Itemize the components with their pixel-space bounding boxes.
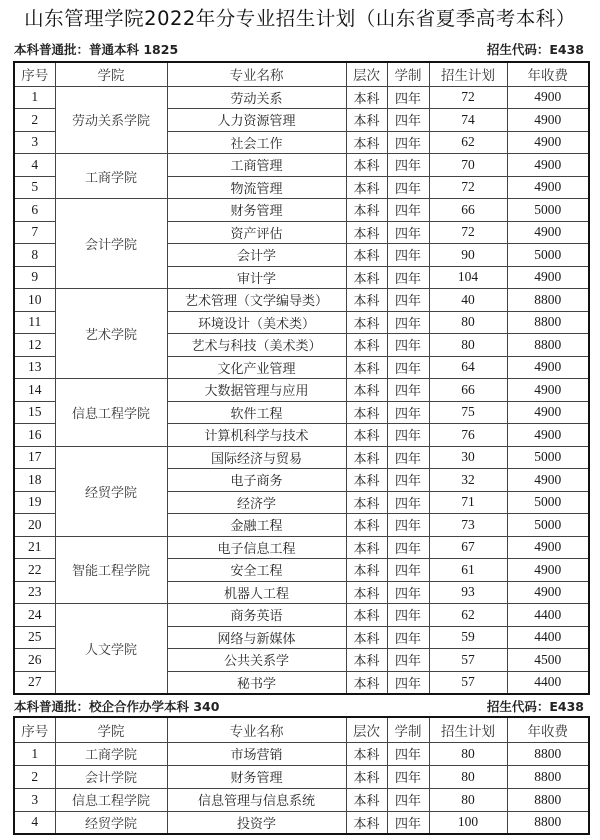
column-header: 专业名称 bbox=[167, 717, 346, 742]
column-header: 层次 bbox=[346, 62, 387, 86]
annual-fee: 4900 bbox=[507, 176, 589, 199]
enrollment-plan: 80 bbox=[429, 311, 507, 334]
annual-fee: 8800 bbox=[507, 811, 589, 834]
degree-level: 本科 bbox=[346, 401, 387, 424]
major-name: 商务英语 bbox=[167, 604, 346, 627]
enrollment-plan: 93 bbox=[429, 581, 507, 604]
row-number: 9 bbox=[14, 266, 55, 289]
enrollment-plan: 80 bbox=[429, 742, 507, 765]
major-name: 社会工作 bbox=[167, 131, 346, 154]
degree-level: 本科 bbox=[346, 334, 387, 357]
row-number: 7 bbox=[14, 221, 55, 244]
row-number: 1 bbox=[14, 86, 55, 109]
major-name: 市场营销 bbox=[167, 742, 346, 765]
program-duration: 四年 bbox=[387, 401, 429, 424]
college-name: 劳动关系学院 bbox=[55, 86, 167, 154]
table-row bbox=[14, 86, 589, 109]
degree-level: 本科 bbox=[346, 446, 387, 469]
major-name: 金融工程 bbox=[167, 514, 346, 537]
annual-fee: 8800 bbox=[507, 788, 589, 811]
annual-fee: 4900 bbox=[507, 266, 589, 289]
table-row bbox=[14, 199, 589, 222]
row-number: 21 bbox=[14, 536, 55, 559]
degree-level: 本科 bbox=[346, 424, 387, 447]
annual-fee: 4900 bbox=[507, 109, 589, 132]
major-name: 国际经济与贸易 bbox=[167, 446, 346, 469]
row-number: 8 bbox=[14, 244, 55, 267]
program-duration: 四年 bbox=[387, 446, 429, 469]
program-duration: 四年 bbox=[387, 334, 429, 357]
row-number: 16 bbox=[14, 424, 55, 447]
major-name: 电子信息工程 bbox=[167, 536, 346, 559]
row-number: 4 bbox=[14, 154, 55, 177]
enrollment-plan: 104 bbox=[429, 266, 507, 289]
program-duration: 四年 bbox=[387, 131, 429, 154]
major-name: 网络与新媒体 bbox=[167, 626, 346, 649]
program-duration: 四年 bbox=[387, 491, 429, 514]
section2-code: 招生代码：E438 bbox=[486, 699, 584, 714]
degree-level: 本科 bbox=[346, 742, 387, 765]
program-duration: 四年 bbox=[387, 154, 429, 177]
major-name: 计算机科学与技术 bbox=[167, 424, 346, 447]
enrollment-plan: 67 bbox=[429, 536, 507, 559]
major-name: 财务管理 bbox=[167, 199, 346, 222]
program-duration: 四年 bbox=[387, 266, 429, 289]
table-row bbox=[14, 742, 589, 765]
degree-level: 本科 bbox=[346, 154, 387, 177]
major-name: 公共关系学 bbox=[167, 649, 346, 672]
section2-label: 本科普通批：校企合作办学本科 340 bbox=[14, 699, 220, 714]
enrollment-plan: 75 bbox=[429, 401, 507, 424]
degree-level: 本科 bbox=[346, 649, 387, 672]
enrollment-plan: 90 bbox=[429, 244, 507, 267]
row-number: 17 bbox=[14, 446, 55, 469]
table-row bbox=[14, 536, 589, 559]
enrollment-plan: 100 bbox=[429, 811, 507, 834]
program-duration: 四年 bbox=[387, 176, 429, 199]
column-header: 年收费 bbox=[507, 717, 589, 742]
program-duration: 四年 bbox=[387, 109, 429, 132]
annual-fee: 8800 bbox=[507, 334, 589, 357]
row-number: 5 bbox=[14, 176, 55, 199]
degree-level: 本科 bbox=[346, 199, 387, 222]
program-duration: 四年 bbox=[387, 514, 429, 537]
major-name: 秘书学 bbox=[167, 671, 346, 694]
row-number: 20 bbox=[14, 514, 55, 537]
major-name: 艺术管理（文学编导类） bbox=[167, 289, 346, 312]
annual-fee: 5000 bbox=[507, 446, 589, 469]
program-duration: 四年 bbox=[387, 604, 429, 627]
enrollment-plan: 72 bbox=[429, 176, 507, 199]
section1-heading bbox=[14, 40, 588, 58]
column-header: 专业名称 bbox=[167, 62, 346, 86]
college-name: 经贸学院 bbox=[55, 811, 167, 834]
major-name: 经济学 bbox=[167, 491, 346, 514]
annual-fee: 4900 bbox=[507, 131, 589, 154]
major-name: 电子商务 bbox=[167, 469, 346, 492]
row-number: 23 bbox=[14, 581, 55, 604]
table-header-row bbox=[14, 62, 589, 86]
enrollment-plan: 80 bbox=[429, 334, 507, 357]
row-number: 22 bbox=[14, 559, 55, 582]
enrollment-plan: 62 bbox=[429, 604, 507, 627]
row-number: 1 bbox=[14, 742, 55, 765]
major-name: 文化产业管理 bbox=[167, 356, 346, 379]
college-name: 信息工程学院 bbox=[55, 788, 167, 811]
annual-fee: 4900 bbox=[507, 559, 589, 582]
row-number: 18 bbox=[14, 469, 55, 492]
row-number: 26 bbox=[14, 649, 55, 672]
enrollment-plan: 59 bbox=[429, 626, 507, 649]
enrollment-plan: 64 bbox=[429, 356, 507, 379]
annual-fee: 8800 bbox=[507, 289, 589, 312]
annual-fee: 4900 bbox=[507, 536, 589, 559]
column-header: 学院 bbox=[55, 62, 167, 86]
table-header-row bbox=[14, 717, 589, 742]
degree-level: 本科 bbox=[346, 469, 387, 492]
annual-fee: 4900 bbox=[507, 221, 589, 244]
column-header: 招生计划 bbox=[429, 62, 507, 86]
enrollment-plan: 71 bbox=[429, 491, 507, 514]
row-number: 25 bbox=[14, 626, 55, 649]
college-name: 信息工程学院 bbox=[55, 379, 167, 447]
degree-level: 本科 bbox=[346, 221, 387, 244]
annual-fee: 4900 bbox=[507, 356, 589, 379]
major-name: 信息管理与信息系统 bbox=[167, 788, 346, 811]
annual-fee: 5000 bbox=[507, 199, 589, 222]
degree-level: 本科 bbox=[346, 811, 387, 834]
annual-fee: 4900 bbox=[507, 154, 589, 177]
enrollment-plan: 40 bbox=[429, 289, 507, 312]
college-name: 工商学院 bbox=[55, 742, 167, 765]
degree-level: 本科 bbox=[346, 176, 387, 199]
row-number: 14 bbox=[14, 379, 55, 402]
college-name: 会计学院 bbox=[55, 199, 167, 289]
degree-level: 本科 bbox=[346, 536, 387, 559]
table-row bbox=[14, 289, 589, 312]
enrollment-plan: 61 bbox=[429, 559, 507, 582]
enrollment-plan: 57 bbox=[429, 671, 507, 694]
enrollment-plan: 66 bbox=[429, 379, 507, 402]
degree-level: 本科 bbox=[346, 559, 387, 582]
row-number: 13 bbox=[14, 356, 55, 379]
enrollment-plan: 62 bbox=[429, 131, 507, 154]
enrollment-table-regular bbox=[13, 61, 590, 695]
annual-fee: 4900 bbox=[507, 86, 589, 109]
degree-level: 本科 bbox=[346, 86, 387, 109]
annual-fee: 8800 bbox=[507, 311, 589, 334]
major-name: 环境设计（美术类） bbox=[167, 311, 346, 334]
degree-level: 本科 bbox=[346, 244, 387, 267]
row-number: 15 bbox=[14, 401, 55, 424]
enrollment-plan: 72 bbox=[429, 221, 507, 244]
major-name: 审计学 bbox=[167, 266, 346, 289]
enrollment-table-cooperative bbox=[13, 716, 590, 835]
row-number: 2 bbox=[14, 109, 55, 132]
table-row bbox=[14, 379, 589, 402]
section1-code: 招生代码：E438 bbox=[486, 42, 584, 57]
program-duration: 四年 bbox=[387, 649, 429, 672]
annual-fee: 4900 bbox=[507, 424, 589, 447]
degree-level: 本科 bbox=[346, 356, 387, 379]
major-name: 大数据管理与应用 bbox=[167, 379, 346, 402]
enrollment-plan: 70 bbox=[429, 154, 507, 177]
degree-level: 本科 bbox=[346, 311, 387, 334]
annual-fee: 8800 bbox=[507, 742, 589, 765]
major-name: 会计学 bbox=[167, 244, 346, 267]
major-name: 机器人工程 bbox=[167, 581, 346, 604]
major-name: 物流管理 bbox=[167, 176, 346, 199]
degree-level: 本科 bbox=[346, 379, 387, 402]
column-header: 招生计划 bbox=[429, 717, 507, 742]
page-title: 山东管理学院2022年分专业招生计划（山东省夏季高考本科） bbox=[24, 7, 576, 30]
annual-fee: 5000 bbox=[507, 491, 589, 514]
enrollment-plan: 72 bbox=[429, 86, 507, 109]
major-name: 工商管理 bbox=[167, 154, 346, 177]
enrollment-plan: 57 bbox=[429, 649, 507, 672]
annual-fee: 5000 bbox=[507, 244, 589, 267]
major-name: 软件工程 bbox=[167, 401, 346, 424]
column-header: 学院 bbox=[55, 717, 167, 742]
major-name: 财务管理 bbox=[167, 765, 346, 788]
enrollment-plan: 66 bbox=[429, 199, 507, 222]
program-duration: 四年 bbox=[387, 311, 429, 334]
row-number: 10 bbox=[14, 289, 55, 312]
enrollment-plan: 80 bbox=[429, 788, 507, 811]
program-duration: 四年 bbox=[387, 811, 429, 834]
program-duration: 四年 bbox=[387, 244, 429, 267]
enrollment-plan: 32 bbox=[429, 469, 507, 492]
row-number: 12 bbox=[14, 334, 55, 357]
section2-heading bbox=[14, 697, 588, 715]
column-header: 学制 bbox=[387, 717, 429, 742]
enrollment-plan: 74 bbox=[429, 109, 507, 132]
college-name: 经贸学院 bbox=[55, 446, 167, 536]
degree-level: 本科 bbox=[346, 765, 387, 788]
table-row bbox=[14, 154, 589, 177]
program-duration: 四年 bbox=[387, 86, 429, 109]
college-name: 艺术学院 bbox=[55, 289, 167, 379]
enrollment-plan: 73 bbox=[429, 514, 507, 537]
annual-fee: 4400 bbox=[507, 604, 589, 627]
program-duration: 四年 bbox=[387, 289, 429, 312]
table-row bbox=[14, 604, 589, 627]
row-number: 19 bbox=[14, 491, 55, 514]
program-duration: 四年 bbox=[387, 742, 429, 765]
program-duration: 四年 bbox=[387, 424, 429, 447]
annual-fee: 4400 bbox=[507, 626, 589, 649]
row-number: 11 bbox=[14, 311, 55, 334]
column-header: 序号 bbox=[14, 717, 55, 742]
enrollment-plan: 80 bbox=[429, 765, 507, 788]
program-duration: 四年 bbox=[387, 199, 429, 222]
college-name: 会计学院 bbox=[55, 765, 167, 788]
program-duration: 四年 bbox=[387, 626, 429, 649]
row-number: 6 bbox=[14, 199, 55, 222]
program-duration: 四年 bbox=[387, 221, 429, 244]
degree-level: 本科 bbox=[346, 604, 387, 627]
row-number: 27 bbox=[14, 671, 55, 694]
row-number: 3 bbox=[14, 131, 55, 154]
table2-body bbox=[14, 717, 589, 834]
college-name: 人文学院 bbox=[55, 604, 167, 694]
program-duration: 四年 bbox=[387, 559, 429, 582]
program-duration: 四年 bbox=[387, 469, 429, 492]
major-name: 劳动关系 bbox=[167, 86, 346, 109]
degree-level: 本科 bbox=[346, 109, 387, 132]
table-row bbox=[14, 446, 589, 469]
table-row bbox=[14, 765, 589, 788]
column-header: 学制 bbox=[387, 62, 429, 86]
college-name: 工商学院 bbox=[55, 154, 167, 199]
degree-level: 本科 bbox=[346, 289, 387, 312]
program-duration: 四年 bbox=[387, 379, 429, 402]
degree-level: 本科 bbox=[346, 131, 387, 154]
row-number: 24 bbox=[14, 604, 55, 627]
annual-fee: 4500 bbox=[507, 649, 589, 672]
row-number: 4 bbox=[14, 811, 55, 834]
degree-level: 本科 bbox=[346, 581, 387, 604]
table-row bbox=[14, 788, 589, 811]
table-row bbox=[14, 811, 589, 834]
degree-level: 本科 bbox=[346, 788, 387, 811]
section1-label: 本科普通批：普通本科 1825 bbox=[14, 42, 179, 57]
annual-fee: 4900 bbox=[507, 379, 589, 402]
annual-fee: 4400 bbox=[507, 671, 589, 694]
degree-level: 本科 bbox=[346, 266, 387, 289]
program-duration: 四年 bbox=[387, 356, 429, 379]
row-number: 3 bbox=[14, 788, 55, 811]
column-header: 层次 bbox=[346, 717, 387, 742]
program-duration: 四年 bbox=[387, 581, 429, 604]
major-name: 艺术与科技（美术类） bbox=[167, 334, 346, 357]
program-duration: 四年 bbox=[387, 671, 429, 694]
program-duration: 四年 bbox=[387, 788, 429, 811]
row-number: 2 bbox=[14, 765, 55, 788]
college-name: 智能工程学院 bbox=[55, 536, 167, 604]
enrollment-plan: 30 bbox=[429, 446, 507, 469]
degree-level: 本科 bbox=[346, 491, 387, 514]
program-duration: 四年 bbox=[387, 765, 429, 788]
column-header: 年收费 bbox=[507, 62, 589, 86]
annual-fee: 5000 bbox=[507, 514, 589, 537]
annual-fee: 8800 bbox=[507, 765, 589, 788]
major-name: 人力资源管理 bbox=[167, 109, 346, 132]
major-name: 投资学 bbox=[167, 811, 346, 834]
degree-level: 本科 bbox=[346, 514, 387, 537]
major-name: 资产评估 bbox=[167, 221, 346, 244]
program-duration: 四年 bbox=[387, 536, 429, 559]
enrollment-plan: 76 bbox=[429, 424, 507, 447]
degree-level: 本科 bbox=[346, 671, 387, 694]
degree-level: 本科 bbox=[346, 626, 387, 649]
annual-fee: 4900 bbox=[507, 401, 589, 424]
column-header: 序号 bbox=[14, 62, 55, 86]
major-name: 安全工程 bbox=[167, 559, 346, 582]
annual-fee: 4900 bbox=[507, 581, 589, 604]
table1-body bbox=[14, 62, 589, 694]
annual-fee: 4900 bbox=[507, 469, 589, 492]
